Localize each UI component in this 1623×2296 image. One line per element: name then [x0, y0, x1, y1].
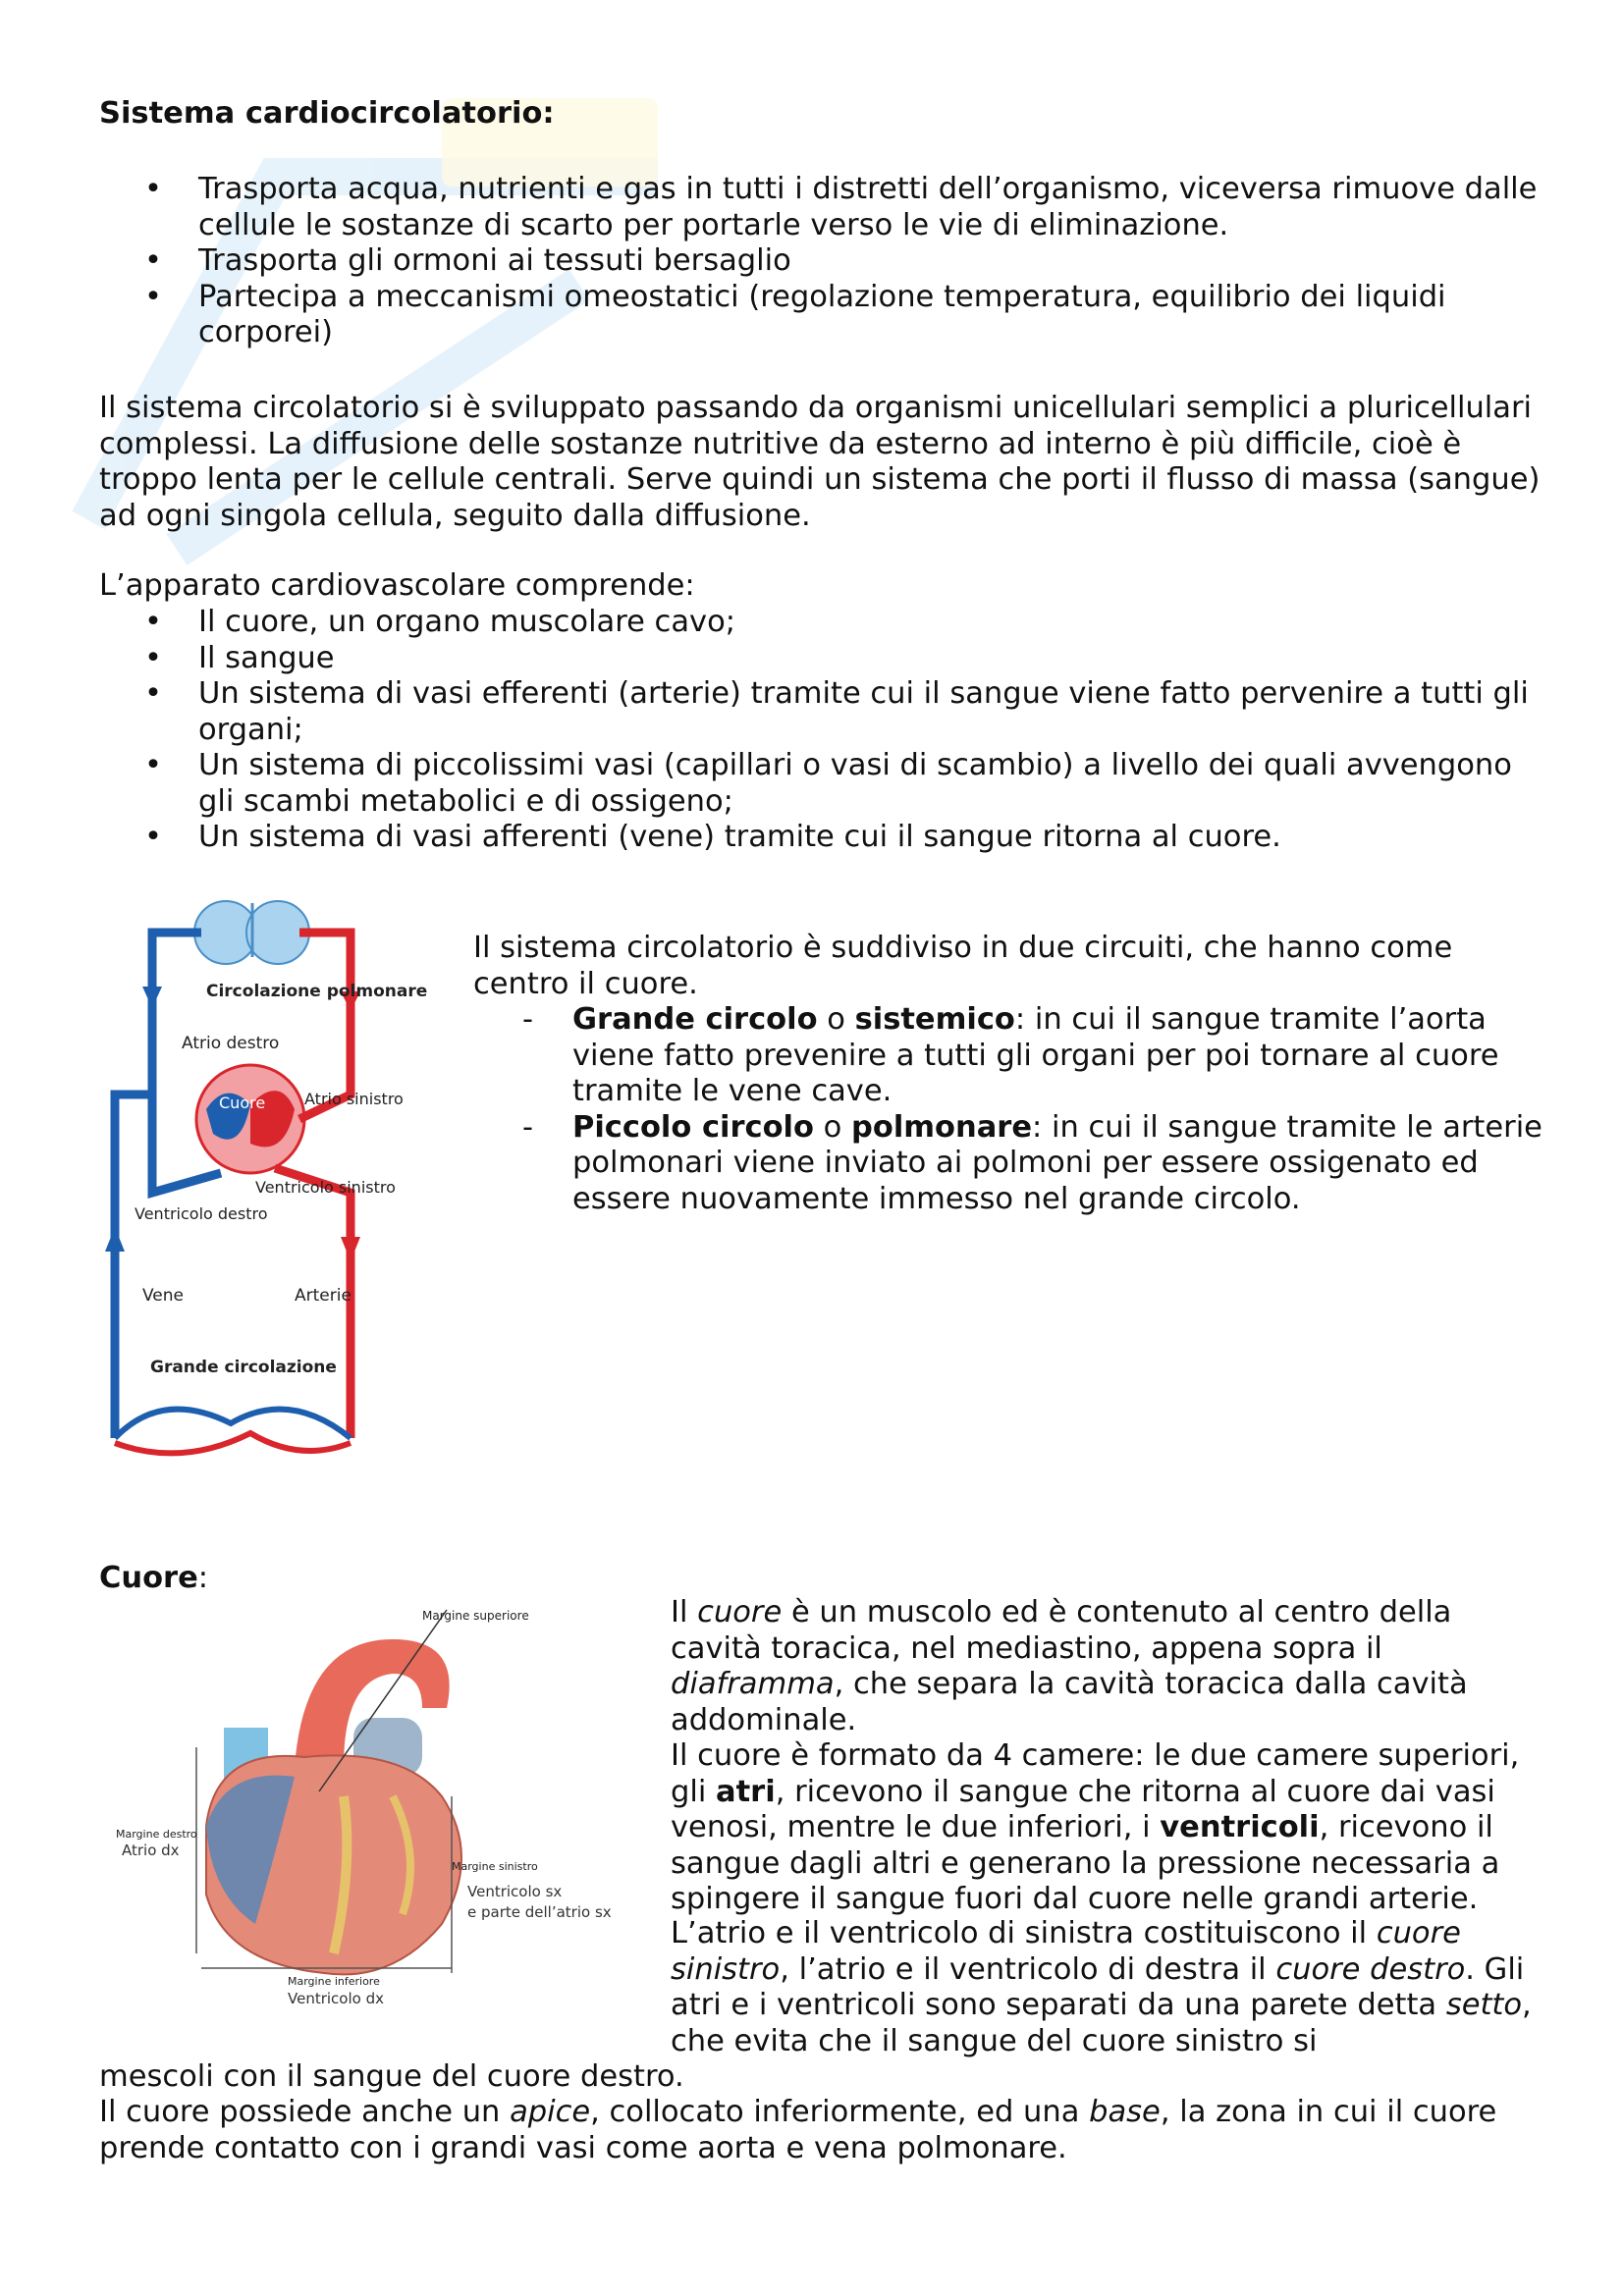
label-atrio-sinistro: Atrio sinistro: [304, 1090, 404, 1108]
circulation-diagram: [103, 898, 428, 1458]
connector: o: [817, 1002, 855, 1037]
apparato-intro: L’apparato cardiovascolare comprende:: [99, 568, 695, 603]
label-grande-circolazione: Grande circolazione: [150, 1358, 337, 1377]
term-setto: setto: [1445, 1988, 1523, 2022]
circuits-list: [473, 1002, 1543, 1217]
cuore-paragraph-3-continued: mescoli con il sangue del cuore destro.: [99, 2059, 684, 2094]
list-item: • Partecipa a meccanismi omeostatici (regolazione temperatura, equilibrio dei liquidi corporei): [99, 280, 1542, 351]
term-cuore: cuore: [697, 1595, 783, 1629]
heart-diagram: [108, 1600, 619, 2022]
section-title: Sistema cardiocircolatorio:: [99, 96, 555, 131]
cuore-paragraph-1: Il cuore è un muscolo ed è contenuto al centro della cavità toracica, nel mediastino, appena sopra il diaframma, che separa la cavità toracica dalla cavità addominale.: [671, 1595, 1468, 1737]
term-ventricoli: ventricoli: [1160, 1810, 1320, 1844]
list-item: • Il sangue: [99, 641, 1542, 677]
apparato-list: [99, 605, 1542, 856]
intro-bullet-list: [99, 172, 1542, 351]
term-polmonare: polmonare: [851, 1109, 1033, 1145]
list-item: • Un sistema di vasi afferenti (vene) tramite cui il sangue ritorna al cuore.: [99, 820, 1542, 856]
list-item: • Il cuore, un organo muscolare cavo;: [99, 605, 1542, 641]
circuits-intro: Il sistema circolatorio è suddiviso in due circuiti, che hanno come centro il cuore.: [473, 931, 1453, 1001]
term-diaframma: diaframma: [671, 1667, 835, 1701]
lungs-icon: [194, 901, 309, 964]
cuore-paragraph-2: Il cuore è formato da 4 camere: le due camere superiori, gli atri, ricevono il sangue che ritorna al cuore dai vasi venosi, mentre le due inferiori, i ventricoli, ricevono il sangue dagli altri e generano la pressione necessaria a spingere il sangue fuori dal cuore nelle grandi arterie.: [671, 1738, 1520, 1916]
label-margine-destro: Margine destro: [116, 1828, 197, 1841]
term-cuore-sinistro: cuore sinistro: [671, 1916, 1461, 1987]
label-atrio-dx: Atrio dx: [122, 1842, 180, 1859]
term-piccolo-circolo: Piccolo circolo: [572, 1109, 814, 1145]
label-margine-sinistro: Margine sinistro: [452, 1860, 538, 1873]
list-item: • Trasporta acqua, nutrienti e gas in tutti i distretti dell’organismo, viceversa rimuove dalle cellule le sostanze di scarto per portarle verso le vie di eliminazione.: [99, 172, 1542, 243]
term-grande-circolo: Grande circolo: [572, 1002, 818, 1037]
term-cuore-destro: cuore destro: [1275, 1951, 1466, 1987]
list-item: [473, 1002, 1543, 1110]
label-margine-inferiore: Margine inferiore: [288, 1975, 380, 1988]
label-ventricolo-destro: Ventricolo destro: [135, 1204, 268, 1223]
term-atri: atri: [716, 1774, 776, 1809]
label-margine-superiore: Margine superiore: [422, 1609, 529, 1623]
label-atrio-destro: Atrio destro: [182, 1034, 280, 1053]
label-cuore: Cuore: [219, 1094, 266, 1112]
label-ventricolo-sx: Ventricolo sx: [467, 1883, 563, 1900]
term-sistemico: sistemico: [854, 1002, 1015, 1037]
term-base: base: [1089, 2095, 1161, 2129]
label-ventricolo-sinistro: Ventricolo sinistro: [255, 1178, 396, 1197]
label-circolazione-polmonare: Circolazione polmonare: [206, 982, 428, 1001]
list-item: [473, 1110, 1543, 1218]
cuore-paragraph-4: Il cuore possiede anche un apice, collocato inferiormente, ed una base, la zona in cui il cuore prende contatto con i grandi vasi come aorta e vena polmonare.: [99, 2095, 1497, 2165]
cuore-paragraph-3: L’atrio e il ventricolo di sinistra costituiscono il cuore sinistro, l’atrio e il ventricolo di destra il cuore destro. Gli atri e i ventricoli sono separati da una parete detta setto, che evita che il sangue del cuore sinistro si: [671, 1916, 1532, 2058]
intro-paragraph: Il sistema circolatorio si è sviluppato passando da organismi unicellulari semplici a pluricellulari complessi. La diffusione delle sostanze nutritive da esterno ad interno è più difficile, cioè è troppo lenta per le cellule centrali. Serve quindi un sistema che porti il flusso di massa (sangue) ad ogni singola cellula, seguito dalla diffusione.: [99, 391, 1541, 533]
list-item: • Trasporta gli ormoni ai tessuti bersaglio: [99, 243, 1542, 280]
term-apice: apice: [510, 2095, 591, 2129]
label-arterie: Arterie: [295, 1286, 352, 1306]
label-vene: Vene: [142, 1286, 185, 1306]
list-item: • Un sistema di piccolissimi vasi (capillari o vasi di scambio) a livello dei quali avvengono gli scambi metabolici e di ossigeno;: [99, 748, 1542, 820]
label-parte-atrio-sx: e parte dell’atrio sx: [467, 1903, 612, 1921]
connector: o: [813, 1109, 852, 1145]
list-item: • Un sistema di vasi efferenti (arterie) tramite cui il sangue viene fatto pervenire a tutti gli organi;: [99, 676, 1542, 748]
cuore-section-title: Cuore:: [99, 1561, 209, 1595]
label-ventricolo-dx: Ventricolo dx: [288, 1990, 384, 2007]
definition: : in cui il sangue tramite le arterie polmonari viene inviato ai polmoni per essere ossigenato ed essere nuovamente immesso nel grande circolo.: [572, 1109, 1542, 1216]
definition: : in cui il sangue tramite l’aorta viene fatto prevenire a tutti gli organi per poi tornare al cuore tramite le vene cave.: [572, 1002, 1499, 1108]
